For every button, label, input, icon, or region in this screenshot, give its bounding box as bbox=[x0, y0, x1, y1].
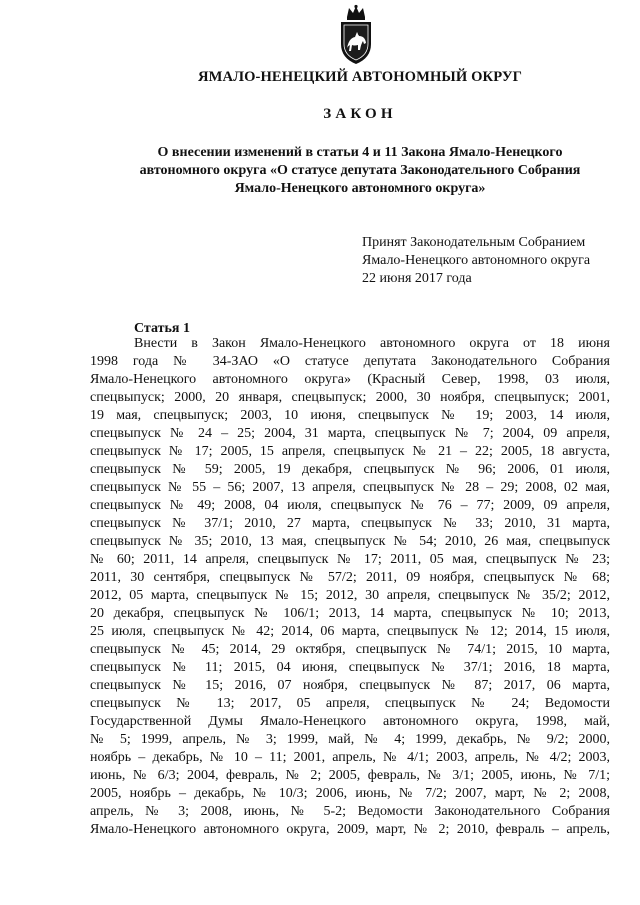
article-text-line: спецвыпуск № 17; 2005, 15 апреля, спецвыпуск № 21 – 22; 2005, 18 августа, bbox=[90, 444, 610, 459]
article-text-line: спецвыпуск № 15; 2016, 07 ноября, спецвыпуск № 87; 2017, 06 марта, bbox=[90, 678, 610, 693]
article-1-text bbox=[90, 335, 610, 839]
article-text-line: Ямало-Ненецкого автономного округа» (Красный Север, 1998, 03 июля, bbox=[90, 372, 610, 387]
article-text-line: спецвыпуск № 13; 2017, 05 апреля, спецвыпуск № 24; Ведомости bbox=[90, 696, 610, 711]
article-text-line: Государственной Думы Ямало-Ненецкого автономного округа, 1998, май, bbox=[90, 714, 610, 729]
law-subject-heading bbox=[0, 144, 640, 198]
document-type-title: ЗАКОН bbox=[323, 106, 397, 122]
article-text-line: спецвыпуск № 35; 2010, 13 мая, спецвыпуск № 54; 2010, 26 мая, спецвыпуск bbox=[90, 534, 610, 549]
law-subject-line: Ямало-Ненецкого автономного округа» bbox=[234, 181, 486, 196]
article-text-line: № 60; 2011, 14 апреля, спецвыпуск № 17; 2011, 05 мая, спецвыпуск № 23; bbox=[90, 552, 610, 567]
adoption-line: Ямало-Ненецкого автономного округа bbox=[362, 253, 591, 268]
article-1-heading: Статья 1 bbox=[134, 321, 190, 336]
region-title: ЯМАЛО-НЕНЕЦКИЙ АВТОНОМНЫЙ ОКРУГ bbox=[197, 69, 523, 85]
adoption-line: Принят Законодательным Собранием bbox=[362, 235, 586, 250]
article-text-line: 25 июля, спецвыпуск № 42; 2014, 06 марта, спецвыпуск № 12; 2014, 15 июля, bbox=[90, 624, 610, 639]
article-text-line: июнь, № 6/3; 2004, февраль, № 2; 2005, февраль, № 3/1; 2005, июнь, № 7/1; bbox=[90, 768, 610, 783]
law-subject-line: О внесении изменений в статьи 4 и 11 Закона Ямало-Ненецкого bbox=[157, 145, 563, 160]
article-text-line: спецвыпуск № 24 – 25; 2004, 31 марта, спецвыпуск № 7; 2004, 09 апреля, bbox=[90, 426, 610, 441]
article-text-line: ноябрь – декабрь, № 10 – 11; 2001, апрель, № 4/1; 2003, апрель, № 4/2; 2003, bbox=[90, 750, 610, 765]
article-text-line: спецвыпуск; 2000, 20 января, спецвыпуск; 2000, 30 ноября, спецвыпуск; 2001, bbox=[90, 390, 610, 405]
article-text-line: 20 декабря, спецвыпуск № 106/1; 2013, 14 марта, спецвыпуск № 10; 2013, bbox=[90, 606, 610, 621]
article-text-line: спецвыпуск № 59; 2005, 19 декабря, спецвыпуск № 96; 2006, 01 июля, bbox=[90, 462, 610, 477]
article-text-line: Ямало-Ненецкого автономного округа, 2009, март, № 2; 2010, февраль – апрель, bbox=[90, 822, 610, 837]
coat-of-arms-icon bbox=[334, 4, 378, 66]
article-text-line: 2012, 05 марта, спецвыпуск № 15; 2012, 30 апреля, спецвыпуск № 35/2; 2012, bbox=[90, 588, 610, 603]
article-text-line: 2005, ноябрь – декабрь, № 10/3; 2006, июнь, № 7/2; 2007, март, № 2; 2008, bbox=[90, 786, 610, 801]
adoption-date: 22 июня 2017 года bbox=[362, 271, 472, 286]
law-subject-line: автономного округа «О статусе депутата Законодательного Собрания bbox=[139, 163, 581, 178]
article-text-line: спецвыпуск № 11; 2015, 04 июня, спецвыпуск № 37/1; 2016, 18 марта, bbox=[90, 660, 610, 675]
article-text-line: спецвыпуск № 55 – 56; 2007, 13 апреля, спецвыпуск № 28 – 29; 2008, 02 мая, bbox=[90, 480, 610, 495]
article-text-line: 2011, 30 сентября, спецвыпуск № 57/2; 2011, 09 ноября, спецвыпуск № 68; bbox=[90, 570, 610, 585]
article-text-line: спецвыпуск № 37/1; 2010, 27 марта, спецвыпуск № 33; 2010, 31 марта, bbox=[90, 516, 610, 531]
adoption-note bbox=[362, 234, 590, 288]
article-text-line: 1998 года № 34-ЗАО «О статусе депутата Законодательного Собрания bbox=[90, 354, 610, 369]
article-text-line: № 5; 1999, апрель, № 3; 1999, май, № 4; 1999, декабрь, № 9/2; 2000, bbox=[90, 732, 610, 747]
article-text-line: Внести в Закон Ямало-Ненецкого автономного округа от 18 июня bbox=[134, 336, 610, 351]
article-text-line: 19 мая, спецвыпуск; 2003, 10 июня, спецвыпуск № 19; 2003, 14 июля, bbox=[90, 408, 610, 423]
article-text-line: спецвыпуск № 45; 2014, 29 октября, спецвыпуск № 74/1; 2015, 10 марта, bbox=[90, 642, 610, 657]
article-text-line: апрель, № 3; 2008, июнь, № 5-2; Ведомости Законодательного Собрания bbox=[90, 804, 610, 819]
article-text-line: спецвыпуск № 49; 2008, 04 июля, спецвыпуск № 76 – 77; 2009, 09 апреля, bbox=[90, 498, 610, 513]
